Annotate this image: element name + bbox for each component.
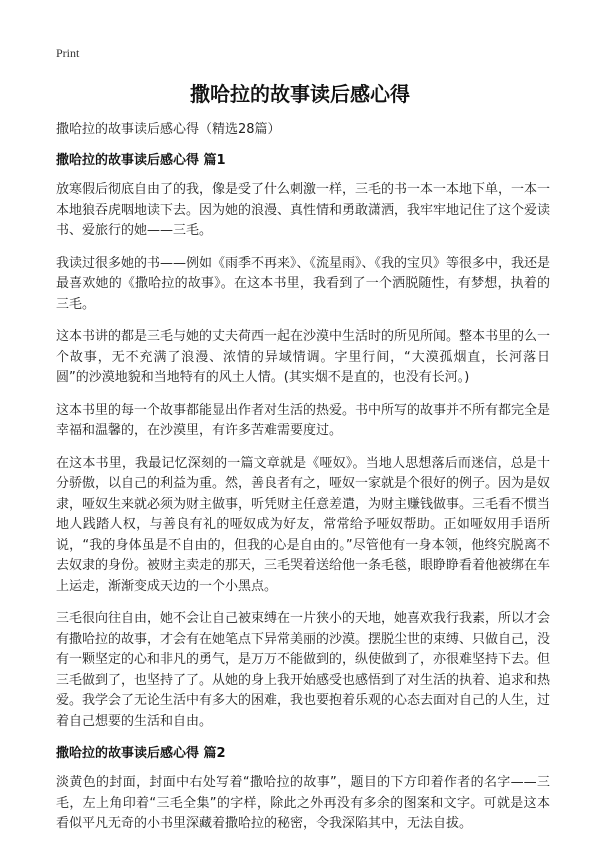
section-1 xyxy=(56,151,550,732)
section-heading: 撒哈拉的故事读后感心得 篇2 xyxy=(56,746,226,761)
document-subtitle: 撒哈拉的故事读后感心得（精选28篇） xyxy=(56,122,281,137)
section-2 xyxy=(56,744,550,835)
section-heading: 撒哈拉的故事读后感心得 篇1 xyxy=(56,153,226,168)
paragraph: 这本书讲的都是三毛与她的丈夫荷西一起在沙漠中生活时的所见所闻。整本书里的么一个故事，无不充满了浪漫、浓情的异域情调。字里行间，“大漠孤烟直，长河落日圆”的沙漠地貌和当地特有的风土人情。(其实烟不是直的，也没有长河。) xyxy=(56,329,551,385)
paragraph: 我读过很多她的书——例如《雨季不再来》、《流星雨》、《我的宝贝》等很多中，我还是最喜欢她的《撒哈拉的故事》。在这本书里，我看到了一个洒脱随性，有梦想，执着的三毛。 xyxy=(56,255,551,312)
paragraph: 淡黄色的封面，封面中右处写着“撒哈拉的故事”，题目的下方印着作者的名字——三毛，左上角印着“三毛全集”的字样，除此之外再没有多余的图案和文字。可就是这本看似平凡无奇的小书里深藏着撒哈拉的秘密，令我深陷其中，无法自拔。 xyxy=(56,775,550,831)
paragraph: 在这本书里，我最记忆深刻的一篇文章就是《哑奴》。当地人思想落后而迷信，总是十分骄傲，以自己的利益为重。然，善良者有之，哑奴一家就是个很好的例子。因为是奴隶，哑奴生来就必须为财主做事，听凭财主任意差遣，为财主赚钱做事。三毛看不惯当地人践踏人权，与善良有礼的哑奴成为好友，常常给予哑奴帮助。正如哑奴用手语所说，“我的身体虽是不自由的，但我的心是自由的。”尽管他有一身本领，他终究脱离不去奴隶的身份。被财主卖走的那天，三毛哭着送给他一条毛毯，眼睁睁看着他被绑在车上运走，渐渐变成天边的一个小黑点。 xyxy=(56,455,551,594)
document-title: 撒哈拉的故事读后感心得 xyxy=(190,82,410,106)
paragraph: 放寒假后彻底自由了的我，像是受了什么刺激一样，三毛的书一本一本地下单，一本一本地狼吞虎咽地读下去。因为她的浪漫、真性情和勇敢潇洒，我牢牢地记住了这个爱读书、爱旅行的她——三毛。 xyxy=(56,182,551,238)
print-label[interactable]: Print xyxy=(56,46,80,60)
document-body xyxy=(56,120,550,847)
paragraph: 三毛很向往自由，她不会让自己被束缚在一片狭小的天地，她喜欢我行我素，所以才会有撒哈拉的故事，才会有在她笔点下异常美丽的沙漠。摆脱尘世的束缚、只做自己，没有一颗坚定的心和非凡的勇气，是万万不能做到的，纵使做到了，亦很难坚持下去。但三毛做到了，也坚持了了。从她的身上我开始感受也感悟到了对生活的执着、追求和热爱。我学会了无论生活中有多大的困难，我也要抱着乐观的心态去面对自己的人生，过着自己想要的生活和自由。 xyxy=(56,611,551,729)
paragraph: 这本书里的每一个故事都能显出作者对生活的热爱。书中所写的故事并不所有都完全是幸福和温馨的，在沙漠里，有许多苦难需要度过。 xyxy=(56,402,551,438)
